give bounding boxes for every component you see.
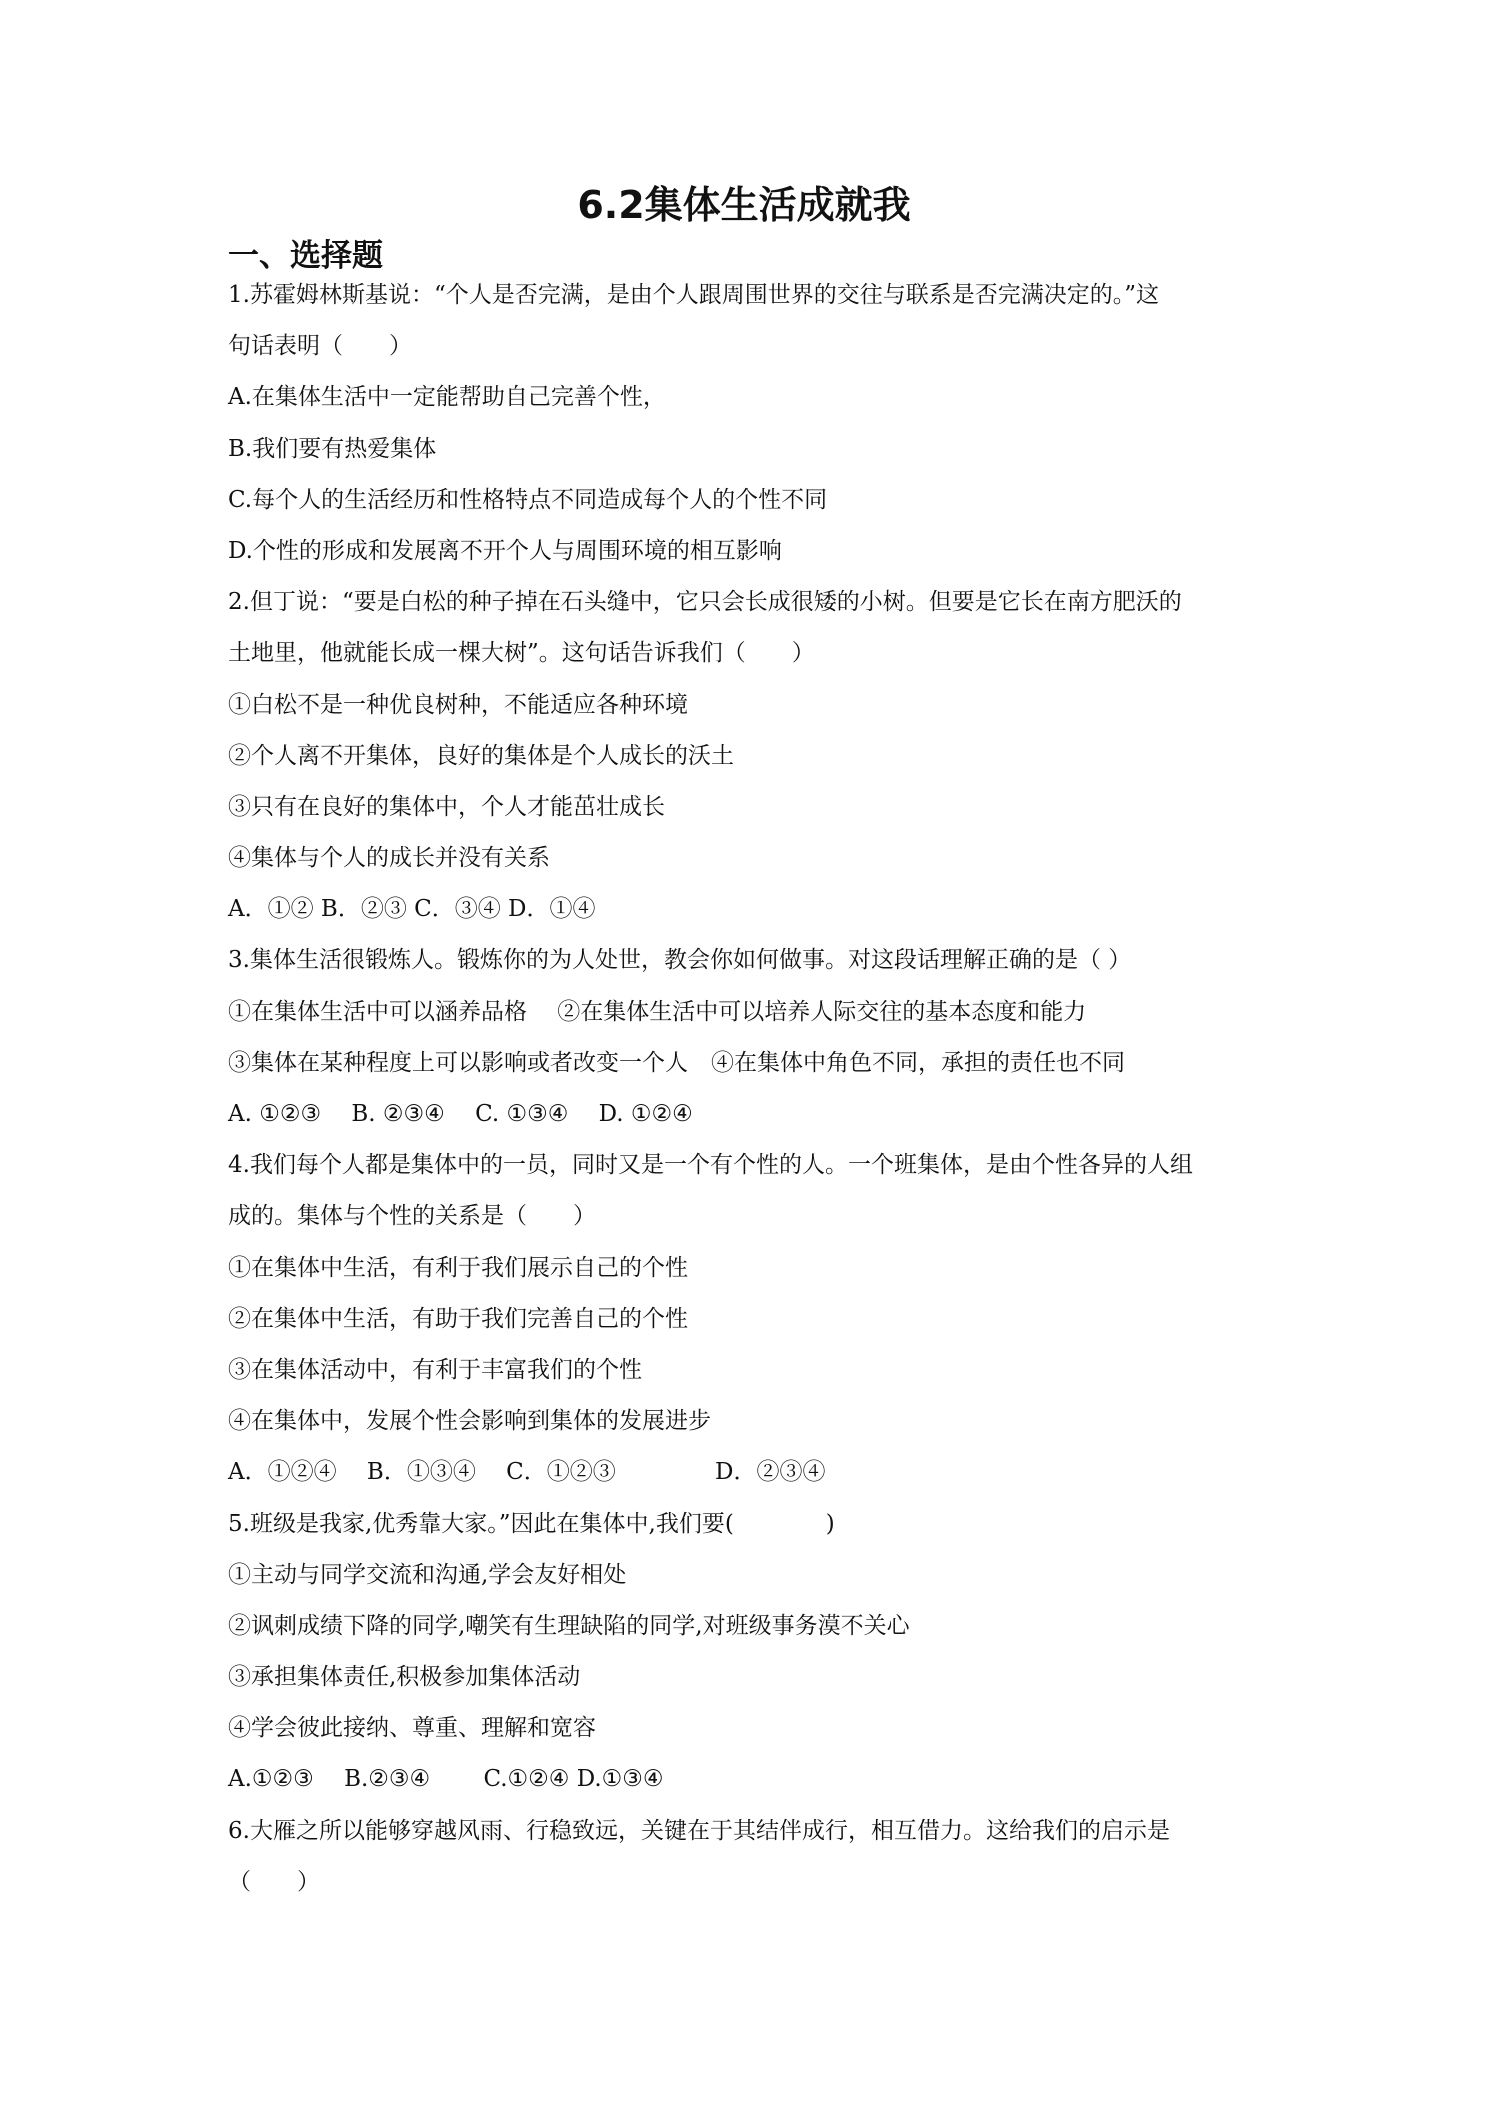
question-1-stem: 1.苏霍姆林斯基说：“个人是否完满，是由个人跟周围世界的交往与联系是否完满决定的。”这 <box>228 282 1159 308</box>
question-3-statements-3-4: ③集体在某种程度上可以影响或者改变一个人 ④在集体中角色不同，承担的责任也不同 <box>228 1049 1125 1076</box>
question-2-stem-cont: 土地里，他就能长成一棵大树”。这句话告诉我们（ ） <box>228 640 815 667</box>
question-1-stem-cont: 句话表明（ ） <box>228 333 412 360</box>
question-5-statement-4: ④学会彼此接纳、尊重、理解和宽容 <box>228 1715 596 1742</box>
section-heading: 一、选择题 <box>228 238 383 274</box>
question-4-options: A．①②④ B．①③④ C．①②③ D．②③④ <box>228 1459 826 1486</box>
question-3-options: A. ①②③ B. ②③④ C. ①③④ D. ①②④ <box>228 1101 693 1127</box>
question-6-stem: 6.大雁之所以能够穿越风雨、行稳致远，关键在于其结伴成行，相互借力。这给我们的启示是 <box>228 1817 1170 1844</box>
question-4-statement-3: ③在集体活动中，有利于丰富我们的个性 <box>228 1356 642 1383</box>
question-2-statement-1: ①白松不是一种优良树种，不能适应各种环境 <box>228 691 688 718</box>
question-5-statement-1: ①主动与同学交流和沟通,学会友好相处 <box>228 1561 627 1588</box>
question-4-statement-4: ④在集体中，发展个性会影响到集体的发展进步 <box>228 1408 711 1435</box>
question-5-statement-3: ③承担集体责任,积极参加集体活动 <box>228 1664 581 1691</box>
question-3-stem: 3.集体生活很锻炼人。锻炼你的为人处世，教会你如何做事。对这段话理解正确的是（ ） <box>228 947 1132 974</box>
question-1-option-a: A.在集体生活中一定能帮助自己完善个性， <box>228 384 666 411</box>
question-4-stem: 4.我们每个人都是集体中的一员，同时又是一个有个性的人。一个班集体，是由个性各异的人组 <box>228 1152 1193 1179</box>
question-2-options: A．①② B．②③ C．③④ D．①④ <box>228 896 596 923</box>
question-1-option-c: C.每个人的生活经历和性格特点不同造成每个人的个性不同 <box>228 486 828 513</box>
question-5-statement-2: ②讽刺成绩下降的同学,嘲笑有生理缺陷的同学,对班级事务漠不关心 <box>228 1612 910 1639</box>
question-3-statements-1-2: ①在集体生活中可以涵养品格 ②在集体生活中可以培养人际交往的基本态度和能力 <box>228 998 1087 1025</box>
question-1-option-b: B.我们要有热爱集体 <box>228 435 437 462</box>
question-2-statement-2: ②个人离不开集体，良好的集体是个人成长的沃土 <box>228 742 734 769</box>
question-5-options: A.①②③ B.②③④ C.①②④ D.①③④ <box>228 1766 664 1793</box>
document-body <box>228 270 1320 1908</box>
question-2-stem: 2.但丁说：“要是白松的种子掉在石头缝中，它只会长成很矮的小树。但要是它长在南方肥沃的 <box>228 589 1182 616</box>
question-1-option-d: D.个性的形成和发展离不开个人与周围环境的相互影响 <box>228 537 782 564</box>
question-4-statement-1: ①在集体中生活，有利于我们展示自己的个性 <box>228 1254 688 1281</box>
question-2-statement-3: ③只有在良好的集体中，个人才能茁壮成长 <box>228 793 665 820</box>
question-6-stem-cont: （ ） <box>228 1868 320 1895</box>
question-4-stem-cont: 成的。集体与个性的关系是（ ） <box>228 1203 596 1230</box>
question-5-stem: 5.班级是我家,优秀靠大家。”因此在集体中,我们要( ) <box>228 1510 835 1537</box>
question-2-statement-4: ④集体与个人的成长并没有关系 <box>228 845 550 872</box>
question-4-statement-2: ②在集体中生活，有助于我们完善自己的个性 <box>228 1305 688 1332</box>
document-title: 6.2集体生活成就我 <box>577 183 911 227</box>
